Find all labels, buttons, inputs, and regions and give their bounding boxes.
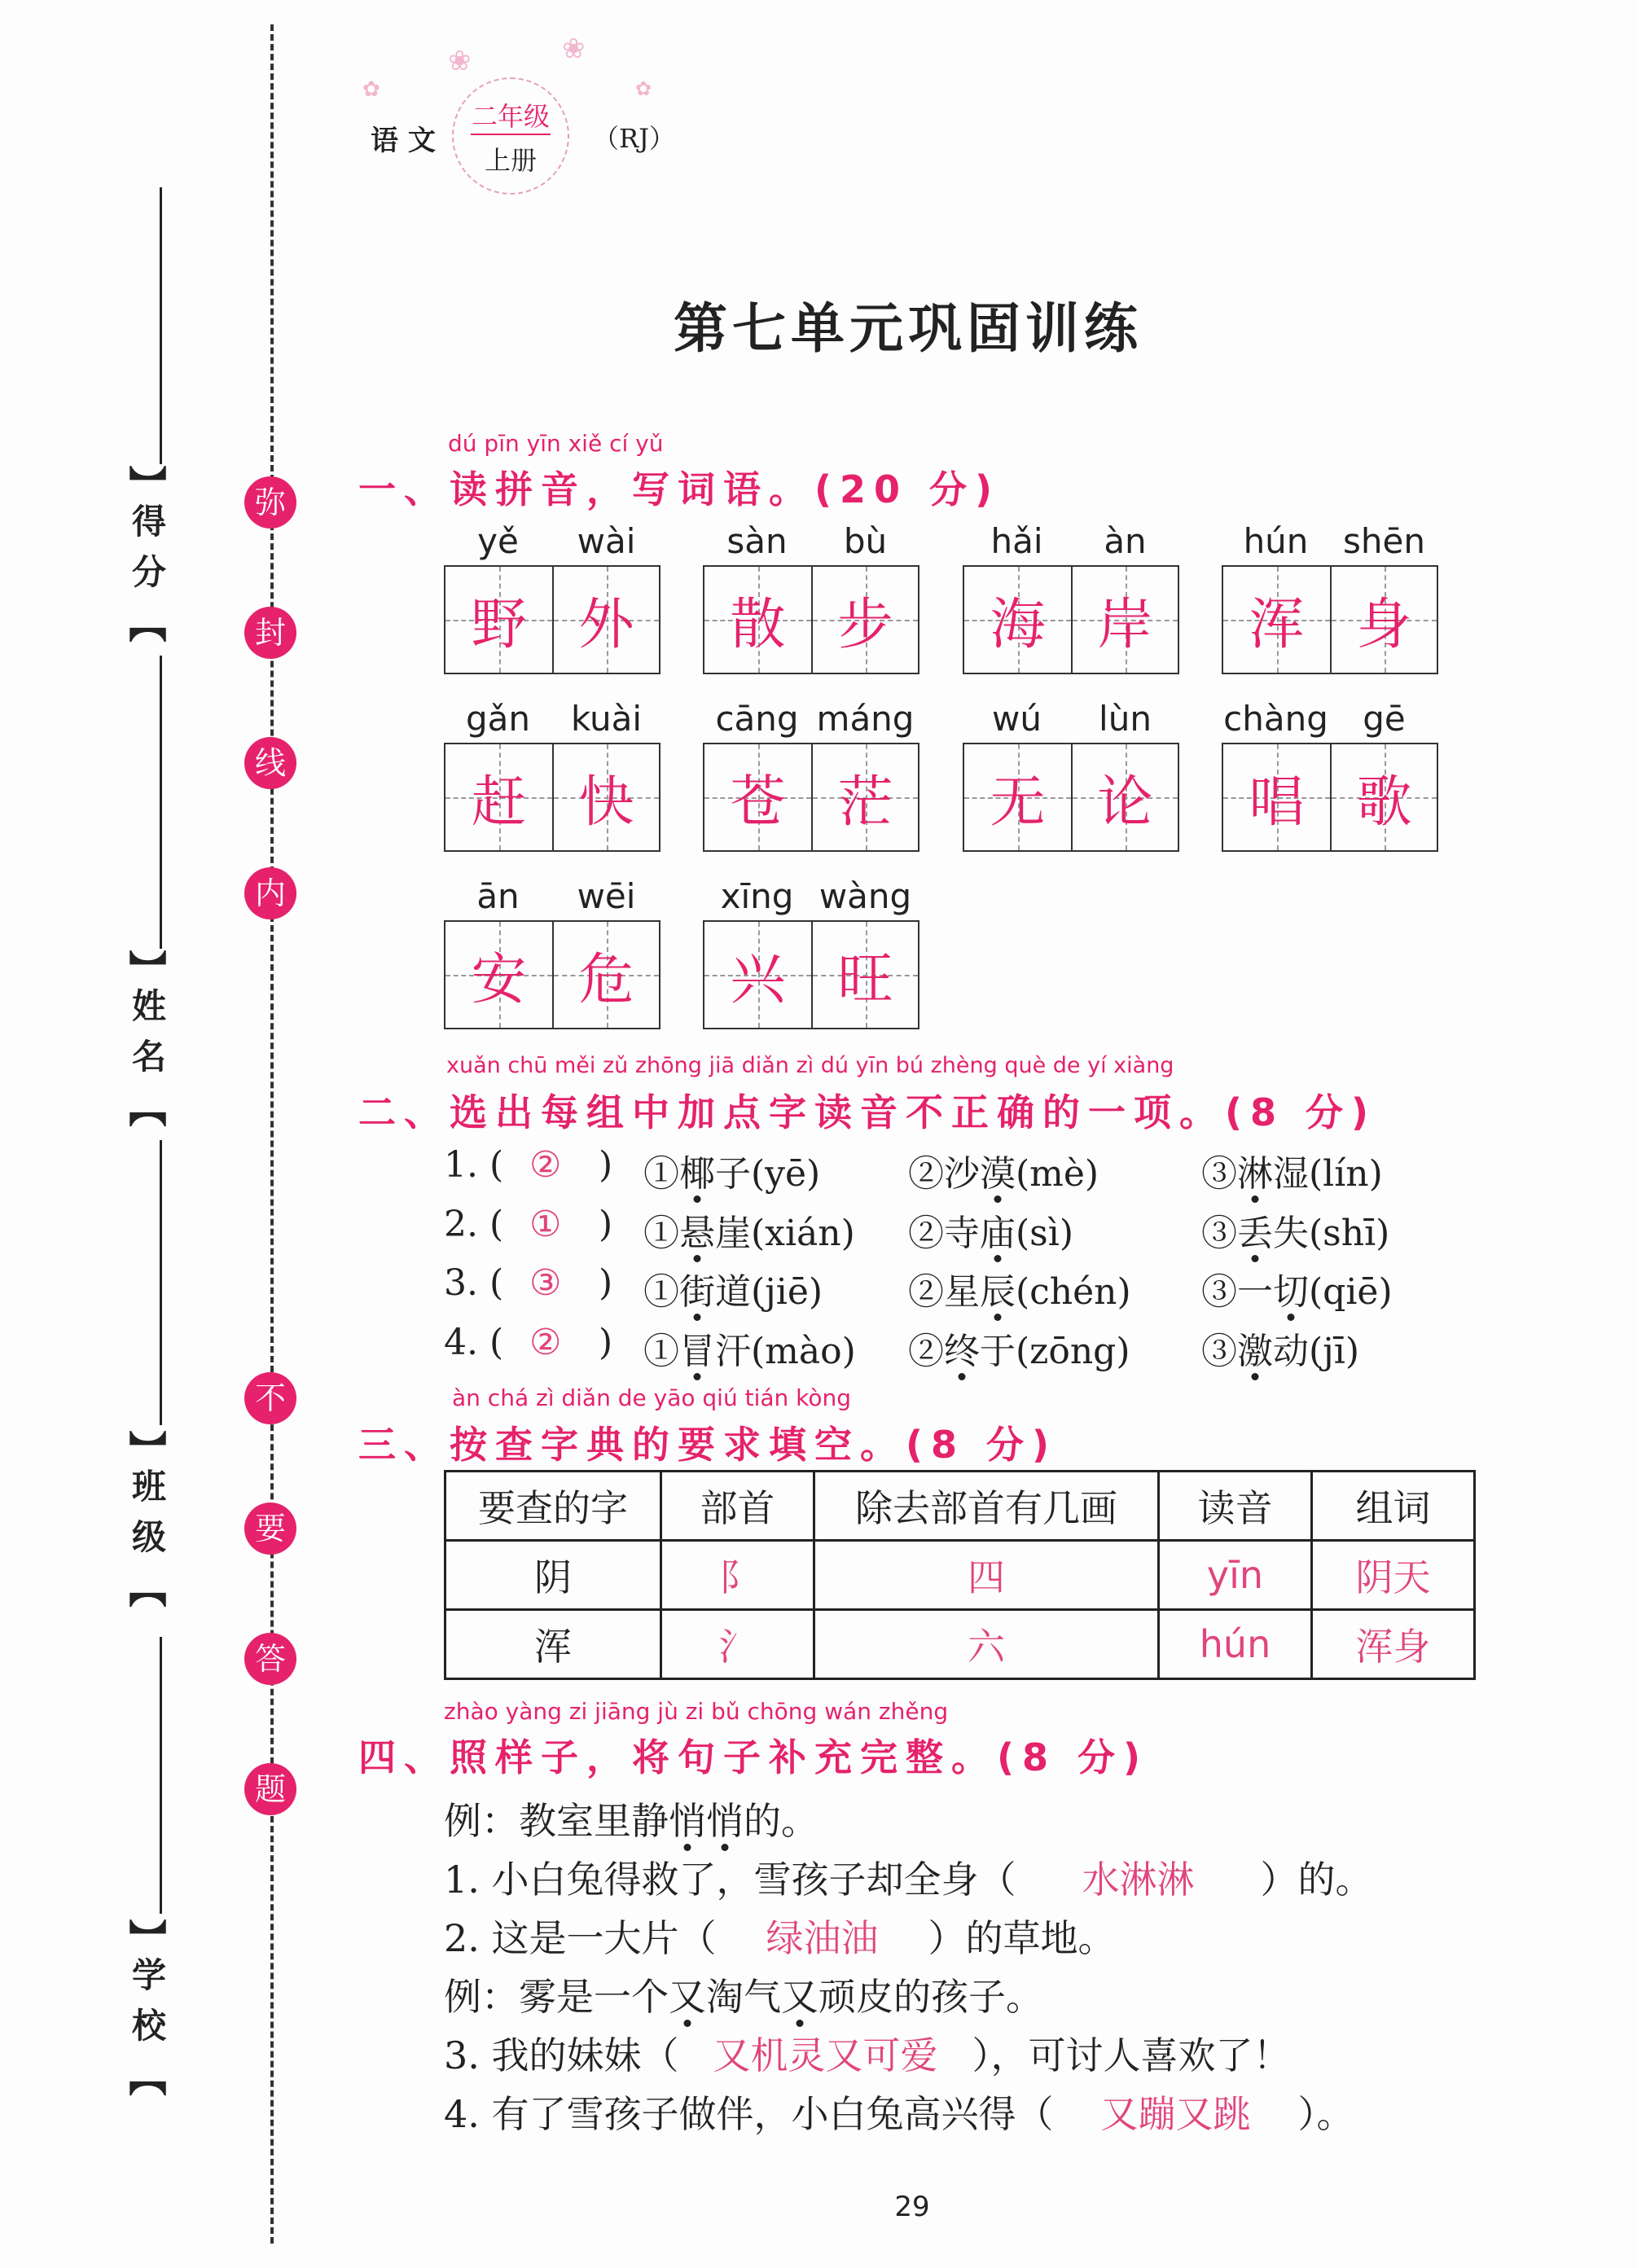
word-grid xyxy=(703,699,919,852)
char-box[interactable] xyxy=(552,567,659,673)
table-header: 组词 xyxy=(1312,1472,1475,1541)
example-sentence-2 xyxy=(444,1968,1043,2021)
char-box[interactable] xyxy=(811,744,918,850)
char-box[interactable] xyxy=(552,922,659,1028)
char-box[interactable] xyxy=(1071,744,1178,850)
table-header-row xyxy=(445,1472,1475,1541)
pinyin-syllable: bù xyxy=(843,521,888,561)
dotted-char: 淋 xyxy=(1237,1153,1273,1195)
option-rest: 崖(xián) xyxy=(715,1213,855,1254)
option-prefix: ① xyxy=(643,1213,679,1254)
written-char: 苍 xyxy=(730,770,786,835)
option[interactable] xyxy=(1201,1144,1383,1196)
char-box[interactable] xyxy=(704,922,811,1028)
example-text: 例：教室里静 xyxy=(444,1799,669,1843)
answer-blank[interactable]: 绿油油 xyxy=(766,1916,879,1960)
option[interactable] xyxy=(908,1262,1131,1314)
word-pinyin xyxy=(703,699,919,743)
question-paren: ) xyxy=(599,1144,613,1186)
seal-char: 不 xyxy=(244,1372,296,1424)
written-char: 散 xyxy=(730,592,786,657)
example-dotted-text xyxy=(669,1799,744,1843)
char-box[interactable] xyxy=(445,922,552,1028)
table-answer-cell[interactable]: yīn xyxy=(1159,1541,1312,1610)
written-char: 唱 xyxy=(1249,770,1305,835)
char-box[interactable] xyxy=(445,744,552,850)
option-rest: 汗(mào) xyxy=(715,1331,856,1372)
fill-sentence-2 xyxy=(444,1909,1116,1963)
tianzige-boxes xyxy=(963,743,1179,852)
option-prefix: ②寺 xyxy=(908,1213,980,1254)
question-paren: ) xyxy=(599,1204,613,1245)
pinyin-syllable: àn xyxy=(1104,521,1147,561)
word-pinyin xyxy=(444,876,661,920)
option[interactable] xyxy=(643,1322,856,1374)
school-line[interactable] xyxy=(160,1637,162,1914)
written-char: 赶 xyxy=(471,770,527,835)
section1-pinyin: dú pīn yīn xiě cí yǔ xyxy=(448,430,664,457)
written-char: 岸 xyxy=(1097,592,1153,657)
grade-label: 二年级 xyxy=(471,96,551,135)
tianzige-boxes xyxy=(703,565,919,674)
section3-pinyin: àn chá zì diǎn de yāo qiú tián kòng xyxy=(452,1384,852,1411)
flower-icon: ✿ xyxy=(362,77,380,102)
option-prefix: ③ xyxy=(1201,1153,1237,1195)
dotted-char: 辰 xyxy=(980,1271,1016,1313)
option-prefix: ③ xyxy=(1201,1213,1237,1254)
edition-label: （RJ） xyxy=(593,123,675,154)
char-box[interactable] xyxy=(704,744,811,850)
char-box[interactable] xyxy=(1071,567,1178,673)
flower-icon: ✿ xyxy=(635,77,652,100)
sentence-text: 1. 小白兔得救了，雪孩子却全身（ xyxy=(444,1858,1016,1902)
dotted-char: 终 xyxy=(944,1331,980,1372)
seal-char: 线 xyxy=(244,737,296,789)
pinyin-syllable: wēi xyxy=(577,876,636,916)
dotted-char: 庙 xyxy=(980,1213,1016,1254)
dotted-char: 椰 xyxy=(679,1153,715,1195)
written-char: 野 xyxy=(471,592,527,657)
option[interactable] xyxy=(1201,1262,1393,1314)
question-paren: ) xyxy=(599,1262,613,1304)
word-grid xyxy=(444,699,661,852)
table-answer-cell[interactable]: 浑身 xyxy=(1312,1610,1475,1679)
option[interactable] xyxy=(643,1262,823,1314)
written-char: 浑 xyxy=(1249,592,1305,657)
answer-blank[interactable]: 又机灵又可爱 xyxy=(713,2033,938,2077)
example-dotted-text: 又 xyxy=(669,1975,706,2019)
option[interactable] xyxy=(1201,1322,1359,1374)
tianzige-boxes xyxy=(444,565,661,674)
option-prefix: ②沙 xyxy=(908,1153,980,1195)
pinyin-syllable: wàng xyxy=(818,876,912,916)
word-grid xyxy=(444,876,661,1029)
flower-icon: ❀ xyxy=(448,45,472,77)
page-title: 第七单元巩固训练 xyxy=(674,297,1143,360)
pinyin-syllable: gē xyxy=(1363,699,1406,739)
field-class-label: 班级 xyxy=(127,1468,168,1570)
option-rest: (chén) xyxy=(1016,1271,1131,1313)
example-text: 淘气 xyxy=(706,1975,781,2019)
section1-heading: 一、读拼音，写词语。(20 分) xyxy=(358,467,1001,511)
char-box[interactable] xyxy=(704,567,811,673)
dotted-char: 激 xyxy=(1237,1331,1273,1372)
written-char: 身 xyxy=(1356,592,1412,657)
word-pinyin xyxy=(703,521,919,565)
written-char: 安 xyxy=(471,947,527,1012)
tianzige-boxes xyxy=(1222,565,1438,674)
pinyin-syllable: wài xyxy=(577,521,636,561)
tianzige-boxes xyxy=(1222,743,1438,852)
section4-pinyin: zhào yàng zi jiāng jù zi bǔ chōng wán zhěng xyxy=(444,1698,949,1725)
option[interactable] xyxy=(643,1204,855,1256)
tianzige-boxes xyxy=(963,565,1179,674)
table-header: 除去部首有几画 xyxy=(814,1472,1159,1541)
option[interactable] xyxy=(908,1322,1130,1374)
sentence-text: ），可讨人喜欢了！ xyxy=(972,2033,1291,2077)
option-prefix: ② xyxy=(908,1331,944,1372)
sentence-text: ）的草地。 xyxy=(928,1916,1116,1960)
pinyin-syllable: máng xyxy=(816,699,915,739)
word-grid xyxy=(703,876,919,1029)
tianzige-boxes xyxy=(444,920,661,1029)
char-box[interactable] xyxy=(811,567,918,673)
seal-char: 弥 xyxy=(244,476,296,529)
written-char: 危 xyxy=(578,947,634,1012)
pinyin-syllable: lùn xyxy=(1099,699,1152,739)
option-rest: 动(jī) xyxy=(1273,1331,1360,1372)
answer-choice[interactable]: ③ xyxy=(529,1262,562,1304)
written-char: 步 xyxy=(837,592,893,657)
class-line[interactable] xyxy=(160,1140,162,1425)
field-name: 】 姓名 【 xyxy=(125,950,169,1128)
table-cell: 阴 xyxy=(445,1541,661,1610)
pinyin-syllable: hún xyxy=(1243,521,1309,561)
field-score: 】 得分 【 xyxy=(125,465,169,643)
word-pinyin xyxy=(963,699,1179,743)
question-number: 4. ( xyxy=(444,1322,504,1363)
dotted-char: 悄 xyxy=(706,1799,744,1843)
table-row xyxy=(445,1610,1475,1679)
section4-heading: 四、照样子，将句子补充完整。(8 分) xyxy=(358,1735,1149,1779)
char-box[interactable] xyxy=(811,922,918,1028)
section3-heading: 三、按查字典的要求填空。(8 分) xyxy=(358,1423,1058,1467)
dotted-char: 漠 xyxy=(980,1153,1016,1195)
option-rest: 失(shī) xyxy=(1273,1213,1390,1254)
written-char: 茫 xyxy=(837,770,893,835)
word-pinyin xyxy=(1222,521,1438,565)
sentence-text: 2. 这是一大片（ xyxy=(444,1916,717,1960)
flower-icon: ❀ xyxy=(562,33,586,65)
word-pinyin xyxy=(1222,699,1438,743)
word-pinyin xyxy=(963,521,1179,565)
char-box[interactable] xyxy=(445,567,552,673)
table-answer-cell[interactable]: hún xyxy=(1159,1610,1312,1679)
table-answer-cell[interactable]: 阴天 xyxy=(1312,1541,1475,1610)
example-text: 的。 xyxy=(744,1799,818,1843)
written-char: 歌 xyxy=(1356,770,1412,835)
option[interactable] xyxy=(643,1144,820,1196)
term-label: 上册 xyxy=(484,145,537,176)
option-prefix: ②星 xyxy=(908,1271,980,1313)
char-box[interactable] xyxy=(964,744,1071,850)
tianzige-boxes xyxy=(444,743,661,852)
dictionary-table xyxy=(444,1470,1476,1680)
option-prefix: ① xyxy=(643,1331,679,1372)
written-char: 旺 xyxy=(837,947,893,1012)
tianzige-boxes xyxy=(703,920,919,1029)
table-row xyxy=(445,1541,1475,1610)
dotted-char: 丢 xyxy=(1237,1213,1273,1254)
section2-pinyin: xuǎn chū měi zǔ zhōng jiā diǎn zì dú yīn bú zhèng què de yí xiàng xyxy=(446,1053,1174,1078)
pinyin-syllable: sàn xyxy=(726,521,788,561)
written-char: 论 xyxy=(1097,770,1153,835)
fill-sentence-4 xyxy=(444,2085,1354,2139)
example-text: 的孩子。 xyxy=(893,1975,1043,2019)
word-grid xyxy=(963,521,1179,674)
table-answer-cell[interactable]: 阝 xyxy=(661,1541,814,1610)
written-char: 外 xyxy=(578,592,634,657)
word-grid xyxy=(1222,699,1438,852)
field-school-label: 学校 xyxy=(127,1957,168,2059)
answer-blank[interactable]: 水淋淋 xyxy=(1082,1858,1195,1902)
option-rest: 湿(lín) xyxy=(1273,1153,1383,1195)
written-char: 兴 xyxy=(730,947,786,1012)
word-pinyin xyxy=(444,521,661,565)
subject-label: 语 文 xyxy=(371,125,436,157)
pinyin-syllable: chàng xyxy=(1223,699,1328,739)
pinyin-syllable: shēn xyxy=(1343,521,1425,561)
table-answer-cell[interactable]: 氵 xyxy=(661,1610,814,1679)
seal-char: 答 xyxy=(244,1633,296,1685)
option-rest: 于(zōng) xyxy=(980,1331,1130,1372)
sentence-text: ）的。 xyxy=(1260,1858,1373,1902)
tianzige-boxes xyxy=(703,743,919,852)
example-text: 例：雾是一个 xyxy=(444,1975,669,2019)
written-char: 无 xyxy=(990,770,1046,835)
seal-char: 内 xyxy=(244,867,296,919)
option[interactable] xyxy=(908,1204,1073,1256)
char-box[interactable] xyxy=(964,567,1071,673)
word-pinyin xyxy=(444,699,661,743)
dotted-char: 冒 xyxy=(679,1331,715,1372)
table-header: 读音 xyxy=(1159,1472,1312,1541)
word-grid xyxy=(703,521,919,674)
fill-sentence-1 xyxy=(444,1850,1373,1904)
seal-char: 题 xyxy=(244,1763,296,1815)
pinyin-syllable: kuài xyxy=(570,699,643,739)
option-rest: (mè) xyxy=(1016,1153,1099,1195)
sentence-text: 3. 我的妹妹（ xyxy=(444,2033,679,2077)
table-header: 要查的字 xyxy=(445,1472,661,1541)
char-box[interactable] xyxy=(1330,567,1437,673)
option[interactable] xyxy=(1201,1204,1389,1256)
seal-char: 封 xyxy=(244,607,296,659)
answer-choice[interactable]: ② xyxy=(529,1322,562,1363)
field-class: 】 班级 【 xyxy=(125,1430,169,1608)
answer-choice[interactable]: ① xyxy=(529,1204,562,1245)
fill-sentence-3 xyxy=(444,2026,1291,2080)
question-number: 3. ( xyxy=(444,1262,504,1304)
dotted-char: 悬 xyxy=(679,1213,715,1254)
pinyin-syllable: hǎi xyxy=(990,521,1043,561)
pinyin-syllable: gǎn xyxy=(465,699,531,739)
section2-heading: 二、选出每组中加点字读音不正确的一项。(8 分) xyxy=(358,1090,1377,1134)
seal-char: 要 xyxy=(244,1502,296,1555)
pinyin-syllable: cāng xyxy=(715,699,799,739)
char-box[interactable] xyxy=(552,744,659,850)
table-cell: 浑 xyxy=(445,1610,661,1679)
option-prefix: ① xyxy=(643,1153,679,1195)
field-school: 】 学校 【 xyxy=(125,1919,169,2097)
option-rest: (qiē) xyxy=(1309,1271,1393,1313)
written-char: 快 xyxy=(578,770,634,835)
answer-blank[interactable]: 又蹦又跳 xyxy=(1100,2092,1251,2136)
name-line[interactable] xyxy=(160,656,162,949)
question-number: 1. ( xyxy=(444,1144,504,1186)
answer-choice[interactable]: ② xyxy=(529,1144,562,1186)
option-rest: 子(yē) xyxy=(715,1153,821,1195)
pinyin-syllable: ān xyxy=(476,876,520,916)
char-box[interactable] xyxy=(1330,744,1437,850)
option-rest: 道(jiē) xyxy=(715,1271,823,1313)
field-name-label: 姓名 xyxy=(127,988,168,1090)
option-prefix: ① xyxy=(643,1271,679,1313)
sentence-text: 4. 有了雪孩子做伴，小白兔高兴得（ xyxy=(444,2092,1054,2136)
table-answer-cell[interactable]: 六 xyxy=(814,1610,1159,1679)
char-box[interactable] xyxy=(1223,744,1330,850)
table-answer-cell[interactable]: 四 xyxy=(814,1541,1159,1610)
option-rest: (sì) xyxy=(1016,1213,1073,1254)
dotted-char: 切 xyxy=(1273,1271,1309,1313)
sentence-text: ）。 xyxy=(1297,2092,1354,2136)
word-grid xyxy=(444,521,661,674)
word-pinyin xyxy=(703,876,919,920)
example-sentence-1 xyxy=(444,1792,818,1845)
option-prefix: ③ xyxy=(1201,1331,1237,1372)
word-grid xyxy=(963,699,1179,852)
written-char: 海 xyxy=(990,592,1046,657)
table-header: 部首 xyxy=(661,1472,814,1541)
page-number: 29 xyxy=(894,2191,930,2223)
char-box[interactable] xyxy=(1223,567,1330,673)
field-score-label: 得分 xyxy=(127,503,168,605)
dotted-char: 街 xyxy=(679,1271,715,1313)
option-prefix: ③一 xyxy=(1201,1271,1273,1313)
question-number: 2. ( xyxy=(444,1204,504,1245)
example-dotted-text: 又 xyxy=(781,1975,818,2019)
pinyin-syllable: wú xyxy=(992,699,1042,739)
option[interactable] xyxy=(908,1144,1099,1196)
word-grid xyxy=(1222,521,1438,674)
pinyin-syllable: xīng xyxy=(720,876,794,916)
example-text: 顽皮 xyxy=(818,1975,893,2019)
question-paren: ) xyxy=(599,1322,613,1363)
dotted-char: 悄 xyxy=(669,1799,706,1843)
pinyin-syllable: yě xyxy=(477,521,519,561)
